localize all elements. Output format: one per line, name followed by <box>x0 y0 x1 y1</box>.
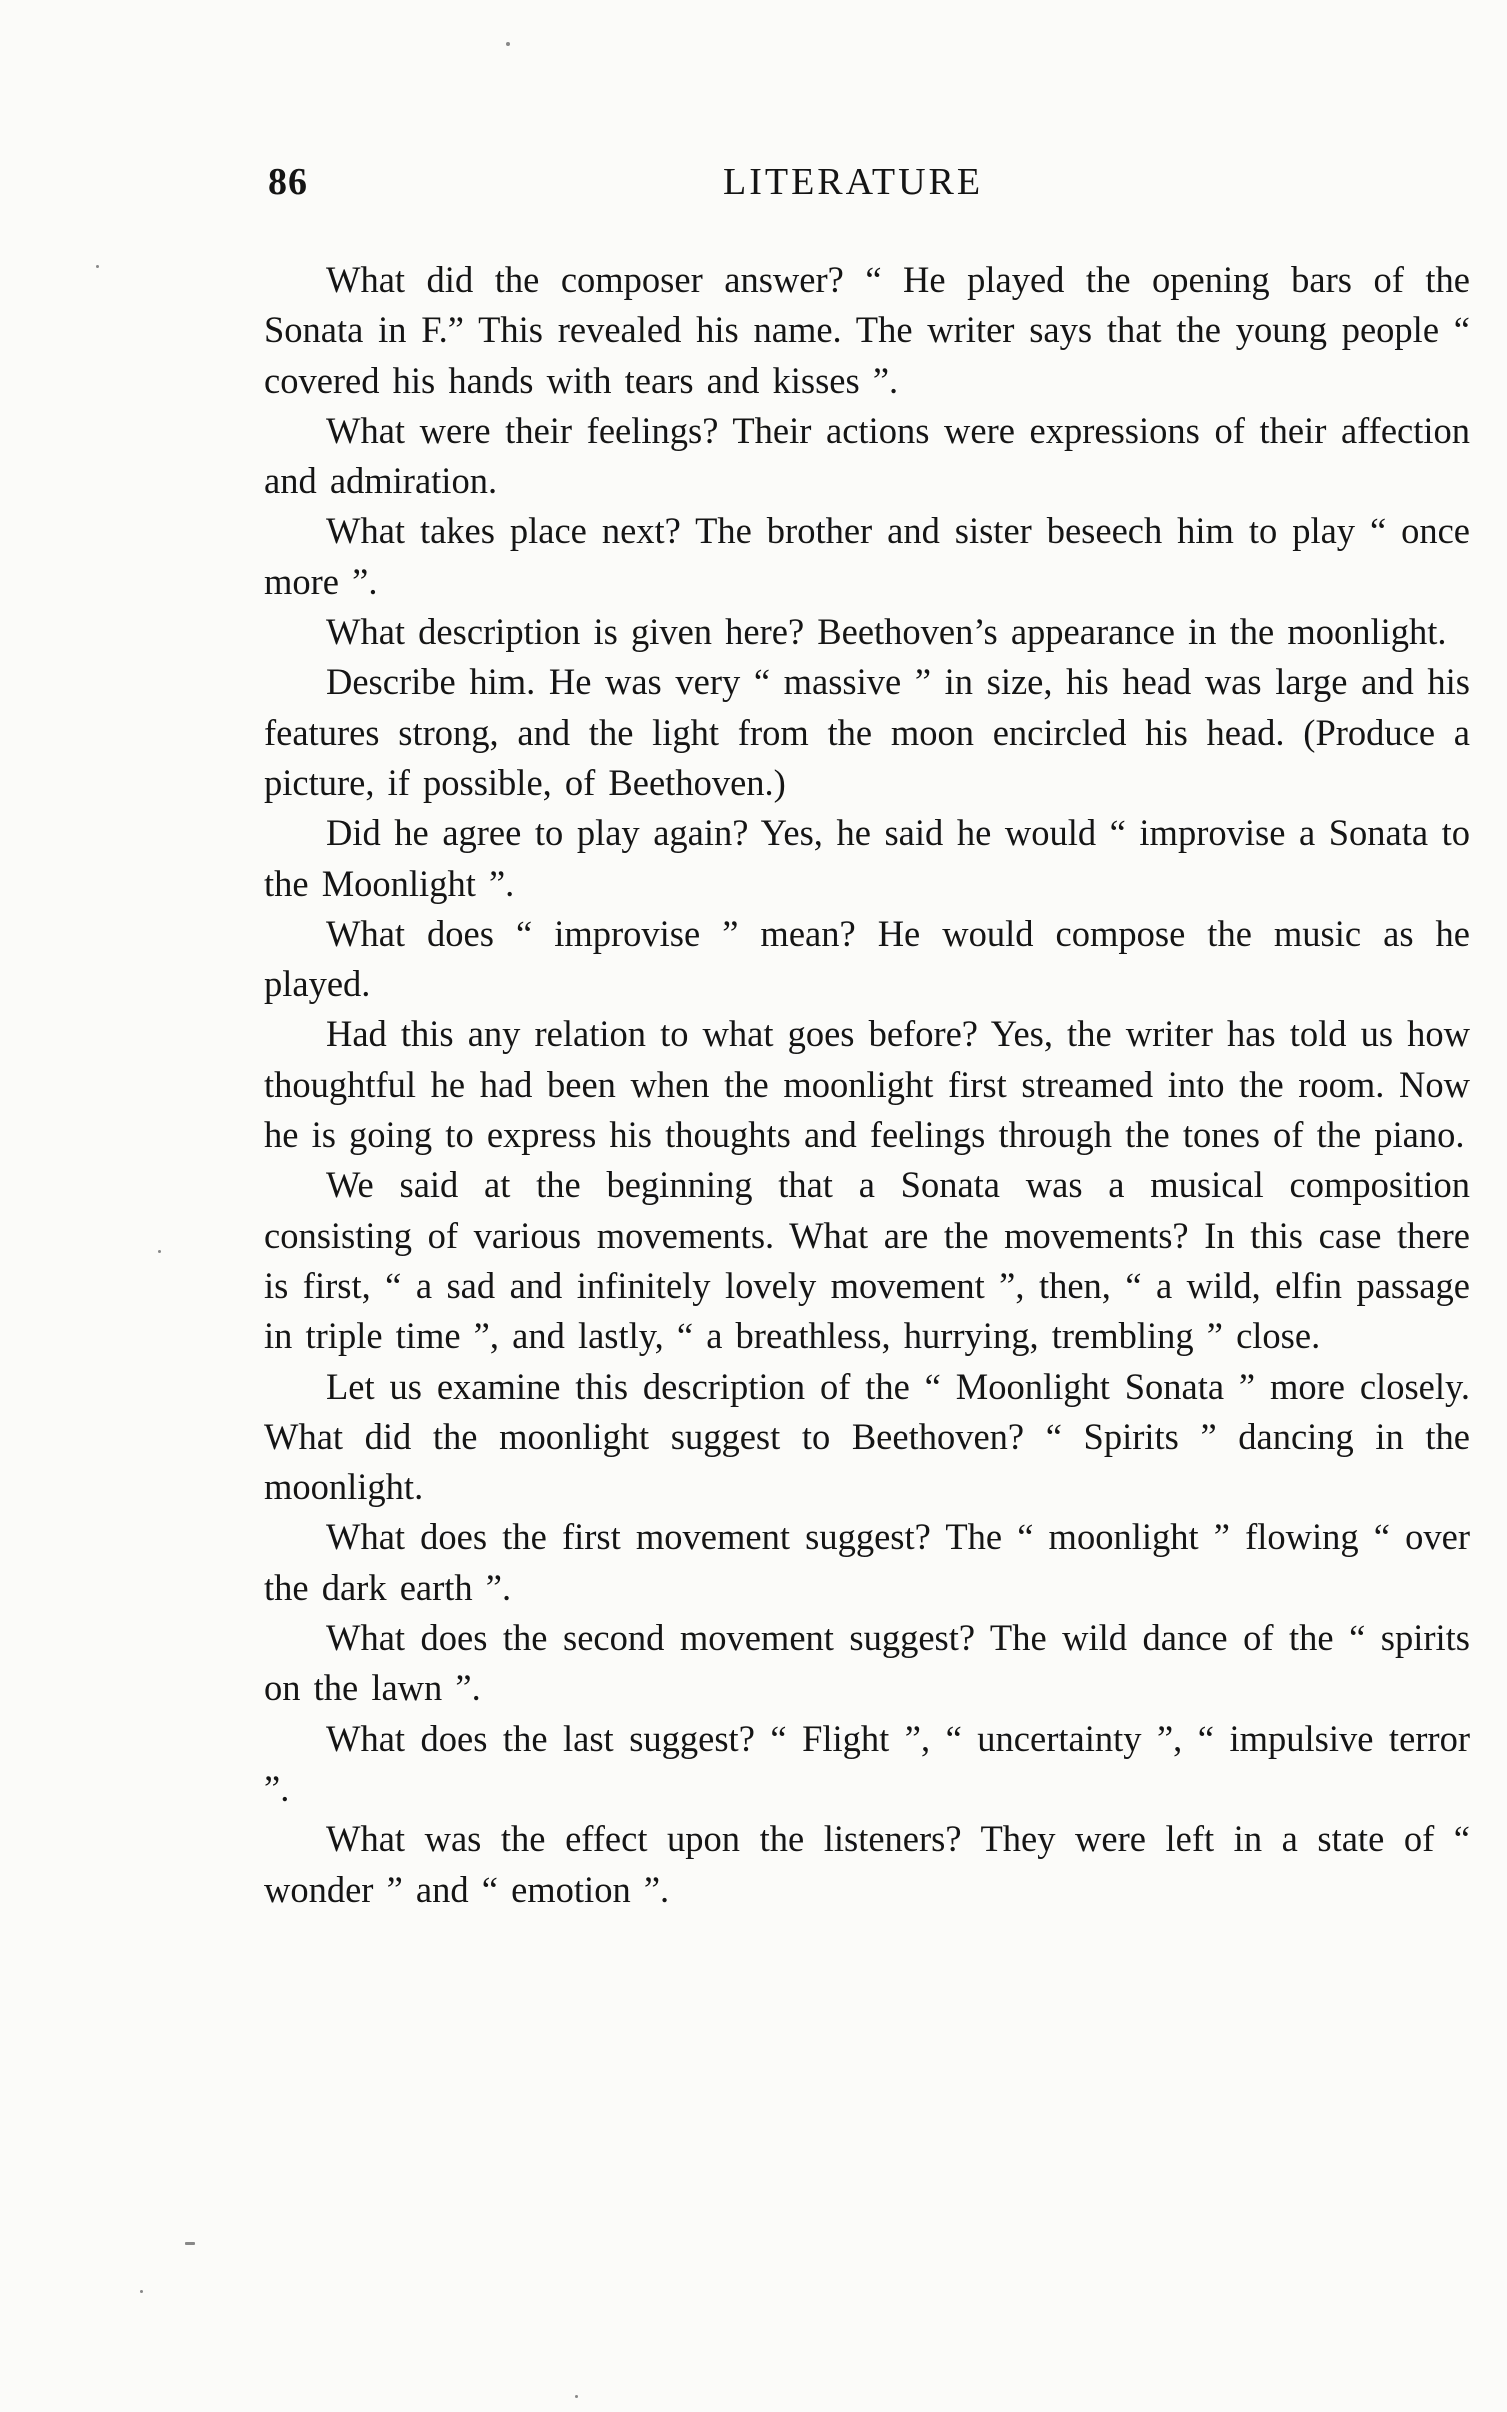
paragraph: What does the first movement suggest? The “ moonlight ” flowing “ over the dark earth ”. <box>264 1516 1470 1608</box>
scan-speck <box>140 2290 143 2293</box>
paragraph: What does the last suggest? “ Flight ”, “ uncertainty ”, “ impulsive terror ”. <box>264 1717 1470 1809</box>
scan-speck <box>575 2395 578 2398</box>
page-number: 86 <box>268 161 308 203</box>
running-head: LITERATURE <box>723 161 984 203</box>
scan-speck <box>506 42 510 46</box>
paragraph: Had this any relation to what goes before? Yes, the writer has told us how thoughtful he had been when the moonlight first streamed into the room. Now he is going to express his thoughts and feelings through the tones of the piano. <box>264 1013 1470 1156</box>
page-header <box>268 160 1468 216</box>
scan-speck <box>96 265 99 268</box>
paragraph: We said at the beginning that a Sonata was a musical composition consisting of various movements. What are the movements? In this case there is first, “ a sad and infinitely lovely movement ”, then, “ a wild, elfin passage in triple time ”, and lastly, “ a breathless, hurrying, trembling ” close. <box>264 1164 1470 1357</box>
paragraph: What was the effect upon the listeners? They were left in a state of “ wonder ” and “ emotion ”. <box>264 1818 1470 1910</box>
paragraph: Let us examine this description of the “ Moonlight Sonata ” more closely. What did the moonlight suggest to Beethoven? “ Spirits ” dancing in the moonlight. <box>264 1365 1470 1508</box>
paragraph: What were their feelings? Their actions were expressions of their affection and admiration. <box>264 409 1470 502</box>
paragraph: What description is given here? Beethoven’s appearance in the moonlight. <box>326 611 1447 653</box>
paragraph: Did he agree to play again? Yes, he said he would “ improvise a Sonata to the Moonlight ”. <box>264 812 1470 904</box>
scan-speck <box>185 2242 195 2245</box>
paragraph: What does the second movement suggest? The wild dance of the “ spirits on the lawn ”. <box>264 1617 1470 1709</box>
scan-speck <box>158 1250 161 1253</box>
paragraph: What does “ improvise ” mean? He would compose the music as he played. <box>264 912 1470 1005</box>
paragraph: What did the composer answer? “ He played the opening bars of the Sonata in F.” This revealed his name. The writer says that the young people “ covered his hands with tears and kisses ”. <box>264 259 1470 401</box>
body-text <box>264 255 1470 1915</box>
paragraph: What takes place next? The brother and sister beseech him to play “ once more ”. <box>264 510 1470 602</box>
paragraph: Describe him. He was very “ massive ” in size, his head was large and his features strong, and the light from the moon encircled his head. (Produce a picture, if possible, of Beethoven.) <box>264 661 1470 803</box>
